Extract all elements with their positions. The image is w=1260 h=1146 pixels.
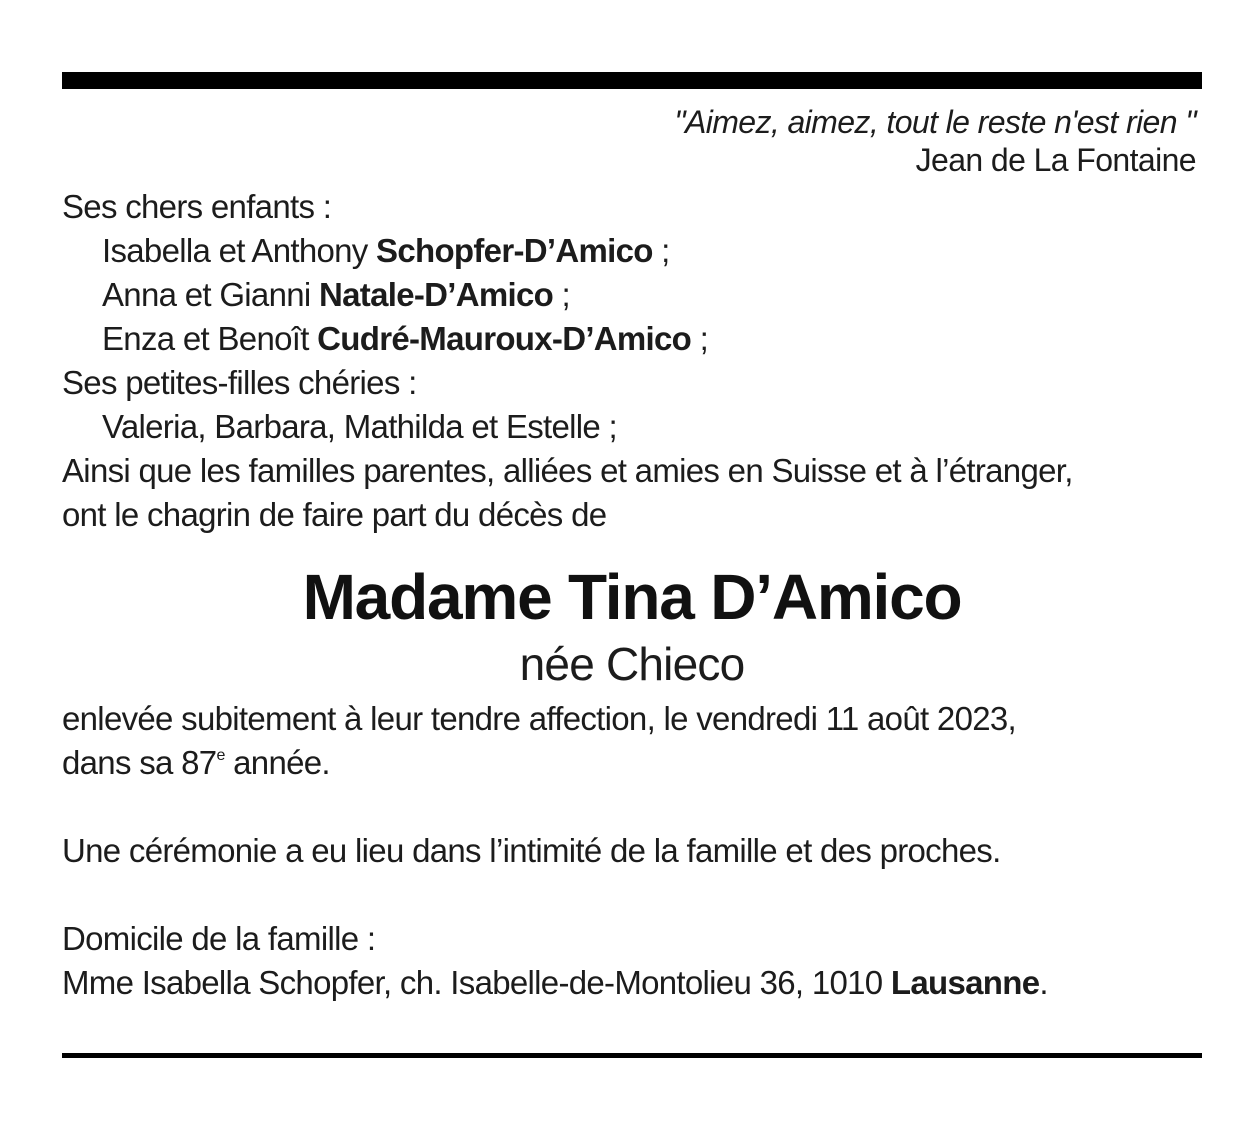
bottom-rule	[62, 1053, 1202, 1058]
child-first-names: Enza et Benoît	[102, 320, 318, 357]
epigraph-author: Jean de La Fontaine	[915, 142, 1196, 178]
spacer	[62, 785, 1202, 829]
domicile-heading: Domicile de la famille :	[62, 920, 376, 957]
age-text-end: année.	[224, 744, 330, 781]
death-line-2	[62, 741, 1202, 785]
age-text: dans sa 87	[62, 744, 217, 781]
child-suffix: ;	[691, 320, 709, 357]
child-entry	[62, 229, 1202, 273]
spacer	[62, 873, 1202, 917]
child-suffix: ;	[652, 232, 670, 269]
address-text: Mme Isabella Schopfer, ch. Isabelle-de-Montolieu 36, 1010	[62, 964, 891, 1001]
child-suffix: ;	[553, 276, 571, 313]
address-city: Lausanne	[890, 964, 1040, 1001]
epigraph-quote: "Aimez, aimez, tout le reste n'est rien "	[674, 104, 1196, 140]
address-end: .	[1039, 964, 1048, 1001]
child-first-names: Anna et Gianni	[102, 276, 319, 313]
child-entry	[62, 273, 1202, 317]
child-entry	[62, 317, 1202, 361]
announcement-line-2: ont le chagrin de faire part du décès de	[62, 496, 607, 533]
death-line-1: enlevée subitement à leur tendre affection, le vendredi 11 août 2023,	[62, 700, 1017, 737]
obituary-notice	[62, 72, 1202, 1005]
epigraph	[62, 103, 1202, 179]
child-surname: Cudré-Mauroux-D’Amico	[317, 320, 692, 357]
child-first-names: Isabella et Anthony	[102, 232, 377, 269]
children-heading: Ses chers enfants :	[62, 188, 332, 225]
announcement-line-1: Ainsi que les familles parentes, alliées et amies en Suisse et à l’étranger,	[62, 452, 1073, 489]
maiden-name: née Chieco	[519, 638, 745, 690]
ceremony-text: Une cérémonie a eu lieu dans l’intimité de la famille et des proches.	[62, 832, 1001, 869]
deceased-name: Madame Tina D’Amico	[302, 561, 962, 633]
ordinal-suffix: e	[216, 747, 225, 764]
child-surname: Schopfer-D’Amico	[376, 232, 653, 269]
domicile-address	[62, 961, 1202, 1005]
grandchildren-names: Valeria, Barbara, Mathilda et Estelle ;	[102, 408, 618, 445]
grandchildren-heading: Ses petites-filles chéries :	[62, 364, 417, 401]
child-surname: Natale-D’Amico	[319, 276, 554, 313]
top-rule	[62, 72, 1202, 89]
